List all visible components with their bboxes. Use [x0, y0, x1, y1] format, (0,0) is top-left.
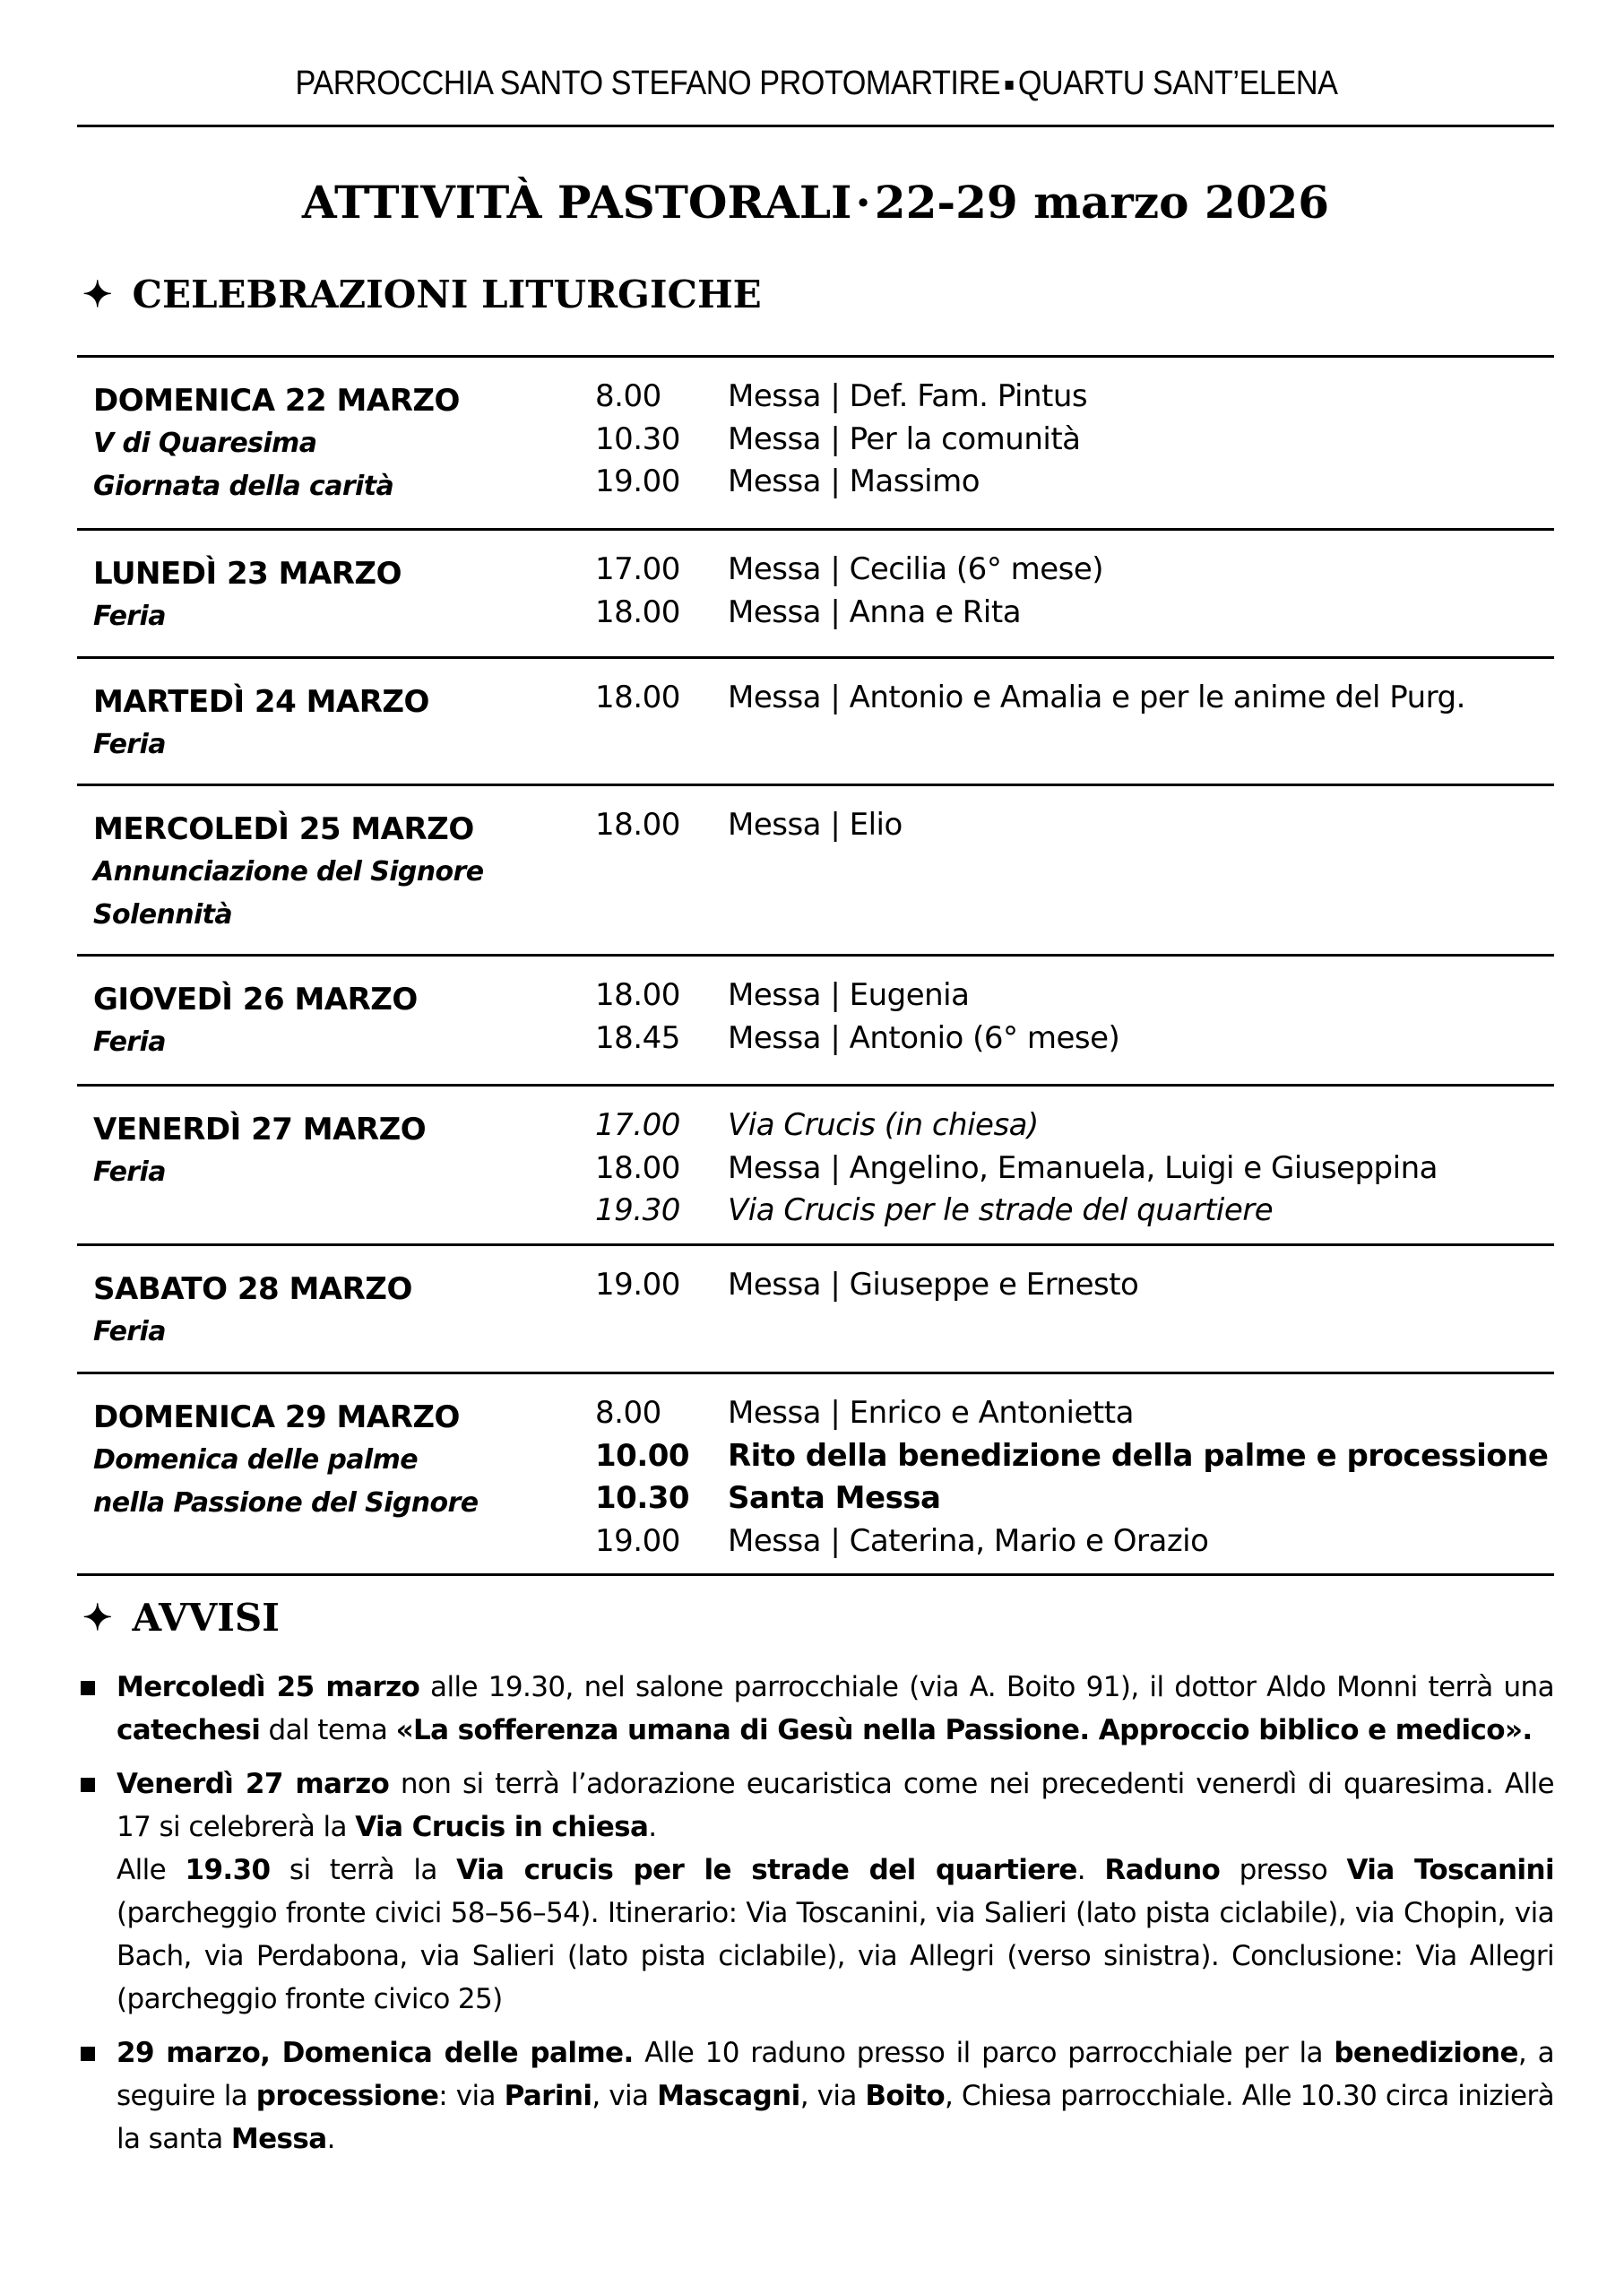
- event-line: [595, 1520, 1554, 1563]
- events-cell: [595, 1392, 1554, 1563]
- day-name: DOMENICA 29 MARZO: [93, 1399, 460, 1435]
- notice-paragraph: [117, 1762, 1554, 1849]
- notice-text: , Chiesa parrocchiale. Alle 10.30 circa inizierà la santa: [117, 2080, 1555, 2155]
- events-cell: [595, 549, 1554, 634]
- event-description: Messa | Cecilia (6° mese): [728, 551, 1104, 587]
- notice-item: [77, 2031, 1554, 2161]
- notice-text: .: [648, 1811, 657, 1843]
- schedule-row: [77, 355, 1554, 528]
- event-line: [595, 419, 1554, 462]
- emphasis-text: catechesi: [117, 1714, 261, 1746]
- schedule-row: [77, 784, 1554, 954]
- emphasis-text: processione: [255, 2080, 439, 2112]
- liturgical-note: V di Quaresima: [93, 428, 317, 459]
- events-cell: [595, 1264, 1554, 1307]
- event-time: 8.00: [595, 1395, 661, 1431]
- notice-text: : via: [438, 2080, 505, 2112]
- events-cell: [595, 376, 1554, 504]
- notice-text: Alle 10 raduno presso il parco parrocchiale per la: [633, 2037, 1335, 2069]
- event-line: [595, 1018, 1554, 1061]
- notice-text: , a seguire la: [117, 2037, 1554, 2112]
- event-description: Messa | Per la comunità: [728, 420, 1081, 457]
- notice-text: alle 19.30, nel salone parrocchiale (via A. Boito 91), il dottor Aldo Monni terrà una: [419, 1671, 1555, 1703]
- event-time: 10.30: [595, 420, 680, 457]
- event-time: 10.00: [595, 1437, 690, 1474]
- event-line: [595, 1190, 1554, 1233]
- day-name: GIOVEDÌ 26 MARZO: [93, 982, 418, 1018]
- town-name: QUARTU SANT’ELENA: [1017, 65, 1338, 102]
- event-time: 18.00: [595, 807, 680, 843]
- event-line: [595, 1264, 1554, 1307]
- day-name: MARTEDÌ 24 MARZO: [93, 684, 429, 720]
- event-line: [595, 549, 1554, 592]
- square-bullet-icon: [81, 1681, 95, 1695]
- day-cell: [93, 1396, 595, 1525]
- schedule-row: [77, 954, 1554, 1084]
- day-cell: [93, 1108, 595, 1194]
- liturgical-note: Feria: [93, 601, 166, 632]
- notice-paragraph: [117, 2031, 1554, 2161]
- event-description: Messa | Caterina, Mario e Orazio: [728, 1522, 1209, 1559]
- emphasis-text: Raduno: [1104, 1854, 1221, 1886]
- liturgical-note: Annunciazione del Signore: [93, 856, 484, 888]
- day-name: DOMENICA 22 MARZO: [93, 383, 460, 419]
- day-name: LUNEDÌ 23 MARZO: [93, 556, 402, 592]
- event-line: [595, 1477, 1554, 1520]
- notice-text: , via: [799, 2080, 866, 2112]
- event-time: 10.30: [595, 1480, 690, 1516]
- notice-text: .: [1076, 1854, 1105, 1886]
- liturgical-note: Domenica delle palme: [93, 1444, 419, 1476]
- emphasis-text: Boito: [865, 2080, 946, 2112]
- emphasis-text: benedizione: [1334, 2037, 1518, 2069]
- notices-heading: [82, 1596, 280, 1640]
- event-time: 18.00: [595, 680, 680, 715]
- schedule-row: [77, 528, 1554, 656]
- liturgical-note: Feria: [93, 1026, 166, 1058]
- day-cell: [93, 680, 595, 766]
- event-description: Messa | Elio: [728, 807, 903, 843]
- event-time: 18.00: [595, 593, 680, 630]
- day-cell: [93, 1268, 595, 1354]
- schedule-row: [77, 656, 1554, 784]
- notice-text: si terrà la: [270, 1854, 457, 1886]
- notice-item: [77, 1666, 1554, 1752]
- day-cell: [93, 978, 595, 1064]
- event-time: 18.00: [595, 1149, 680, 1186]
- emphasis-text: Mascagni: [657, 2080, 800, 2112]
- notices-list: [77, 1666, 1554, 2171]
- notice-text: .: [326, 2123, 335, 2155]
- schedule-row: [77, 1372, 1554, 1576]
- event-line: [595, 1392, 1554, 1435]
- event-line: [595, 974, 1554, 1018]
- event-description: Messa | Antonio e Amalia e per le anime del Purg.: [728, 680, 1465, 715]
- event-time: 19.30: [595, 1192, 680, 1228]
- four-pointed-star-icon: ✦: [82, 273, 113, 316]
- notice-paragraph: [117, 1849, 1554, 2021]
- event-description: Messa | Antonio (6° mese): [728, 1019, 1120, 1056]
- event-description: Rito della benedizione della palme e processione: [728, 1437, 1549, 1474]
- event-line: [595, 804, 1554, 847]
- notice-text: Alle: [117, 1854, 186, 1886]
- four-pointed-star-icon: ✦: [82, 1596, 113, 1639]
- notice-text: , via: [592, 2080, 658, 2112]
- emphasis-text: Via crucis per le strade del quartiere: [456, 1854, 1077, 1886]
- emphasis-text: Via Toscanini: [1346, 1854, 1555, 1886]
- events-cell: [595, 804, 1554, 847]
- event-description: Messa | Enrico e Antonietta: [728, 1395, 1134, 1431]
- parish-name: PARROCCHIA SANTO STEFANO PROTOMARTIRE: [295, 65, 1001, 102]
- event-line: [595, 1104, 1554, 1148]
- square-bullet-icon: [81, 2047, 95, 2061]
- event-description: Messa | Giuseppe e Ernesto: [728, 1267, 1139, 1303]
- day-name: VENERDÌ 27 MARZO: [93, 1112, 427, 1148]
- event-time: 17.00: [595, 551, 680, 587]
- event-line: [595, 592, 1554, 635]
- event-description: Via Crucis (in chiesa): [728, 1107, 1039, 1143]
- event-line: [595, 461, 1554, 504]
- liturgical-note: Feria: [93, 1316, 166, 1347]
- events-cell: [595, 1104, 1554, 1233]
- celebrations-heading-text: CELEBRAZIONI LITURGICHE: [132, 273, 762, 316]
- emphasis-text: 29 marzo, Domenica delle palme.: [117, 2037, 634, 2069]
- liturgical-note: Feria: [93, 1156, 166, 1188]
- day-cell: [93, 552, 595, 638]
- emphasis-text: Mercoledì 25 marzo: [117, 1671, 420, 1703]
- event-time: 17.00: [595, 1107, 680, 1143]
- notice-text: dal tema: [260, 1714, 396, 1746]
- emphasis-text: Parini: [504, 2080, 592, 2112]
- square-separator-icon: [1005, 81, 1013, 90]
- event-description: Messa | Eugenia: [728, 977, 970, 1013]
- notice-text: non si terrà l’adorazione eucaristica come nei precedenti venerdì di quaresima. Alle 17 si celebrerà la: [117, 1768, 1554, 1843]
- event-line: [595, 677, 1554, 720]
- event-line: [595, 1435, 1554, 1478]
- event-time: 19.00: [595, 463, 680, 499]
- notice-paragraph: [117, 1666, 1554, 1752]
- notices-heading-text: AVVISI: [132, 1596, 280, 1640]
- schedule-row: [77, 1243, 1554, 1372]
- day-name: SABATO 28 MARZO: [93, 1271, 412, 1307]
- event-time: 8.00: [595, 378, 661, 414]
- parish-header: [151, 65, 1482, 103]
- square-bullet-icon: [81, 1778, 95, 1792]
- liturgical-note: Solennità: [93, 899, 233, 931]
- emphasis-text: «La sofferenza umana di Gesù nella Passione. Approccio biblico e medico».: [395, 1714, 1533, 1746]
- schedule-row: [77, 1084, 1554, 1243]
- event-time: 19.00: [595, 1522, 680, 1559]
- event-description: Messa | Massimo: [728, 463, 980, 499]
- event-description: Messa | Def. Fam. Pintus: [728, 378, 1088, 414]
- liturgical-note: Giornata della carità: [93, 471, 394, 502]
- middle-dot-separator-icon: ·: [855, 176, 871, 229]
- celebrations-heading: [82, 273, 762, 316]
- notice-item: [77, 1762, 1554, 2021]
- day-cell: [93, 808, 595, 937]
- emphasis-text: Messa: [230, 2123, 327, 2155]
- day-cell: [93, 379, 595, 508]
- emphasis-text: Via Crucis in chiesa: [355, 1811, 649, 1843]
- title-label: ATTIVITÀ PASTORALI: [301, 176, 852, 229]
- event-description: Via Crucis per le strade del quartiere: [728, 1192, 1274, 1228]
- event-description: Santa Messa: [728, 1480, 941, 1516]
- title-dates: 22-29 marzo 2026: [874, 176, 1330, 229]
- liturgical-note: Feria: [93, 729, 166, 760]
- events-cell: [595, 677, 1554, 720]
- liturgical-note: nella Passione del Signore: [93, 1487, 479, 1519]
- emphasis-text: 19.30: [185, 1854, 271, 1886]
- notice-text: (parcheggio fronte civici 58–56–54). Itinerario: Via Toscanini, via Salieri (lato pista ciclabile), via Chopin, via Bach, via Perdabona, via Salieri (lato pista ciclabile), via Allegri (verso sinistra). Conclusione: Via Allegri (parcheggio fronte civico 25): [117, 1897, 1554, 2015]
- events-cell: [595, 974, 1554, 1060]
- event-time: 18.00: [595, 977, 680, 1013]
- event-time: 18.45: [595, 1019, 680, 1056]
- event-description: Messa | Angelino, Emanuela, Luigi e Giuseppina: [728, 1149, 1438, 1186]
- event-line: [595, 376, 1554, 419]
- notice-text: presso: [1220, 1854, 1347, 1886]
- header-divider: [77, 125, 1554, 127]
- event-time: 19.00: [595, 1267, 680, 1303]
- emphasis-text: Venerdì 27 marzo: [117, 1768, 390, 1800]
- page-title: [77, 176, 1554, 229]
- schedule-table: [77, 355, 1554, 1576]
- day-name: MERCOLEDÌ 25 MARZO: [93, 811, 474, 847]
- event-line: [595, 1148, 1554, 1191]
- event-description: Messa | Anna e Rita: [728, 593, 1022, 630]
